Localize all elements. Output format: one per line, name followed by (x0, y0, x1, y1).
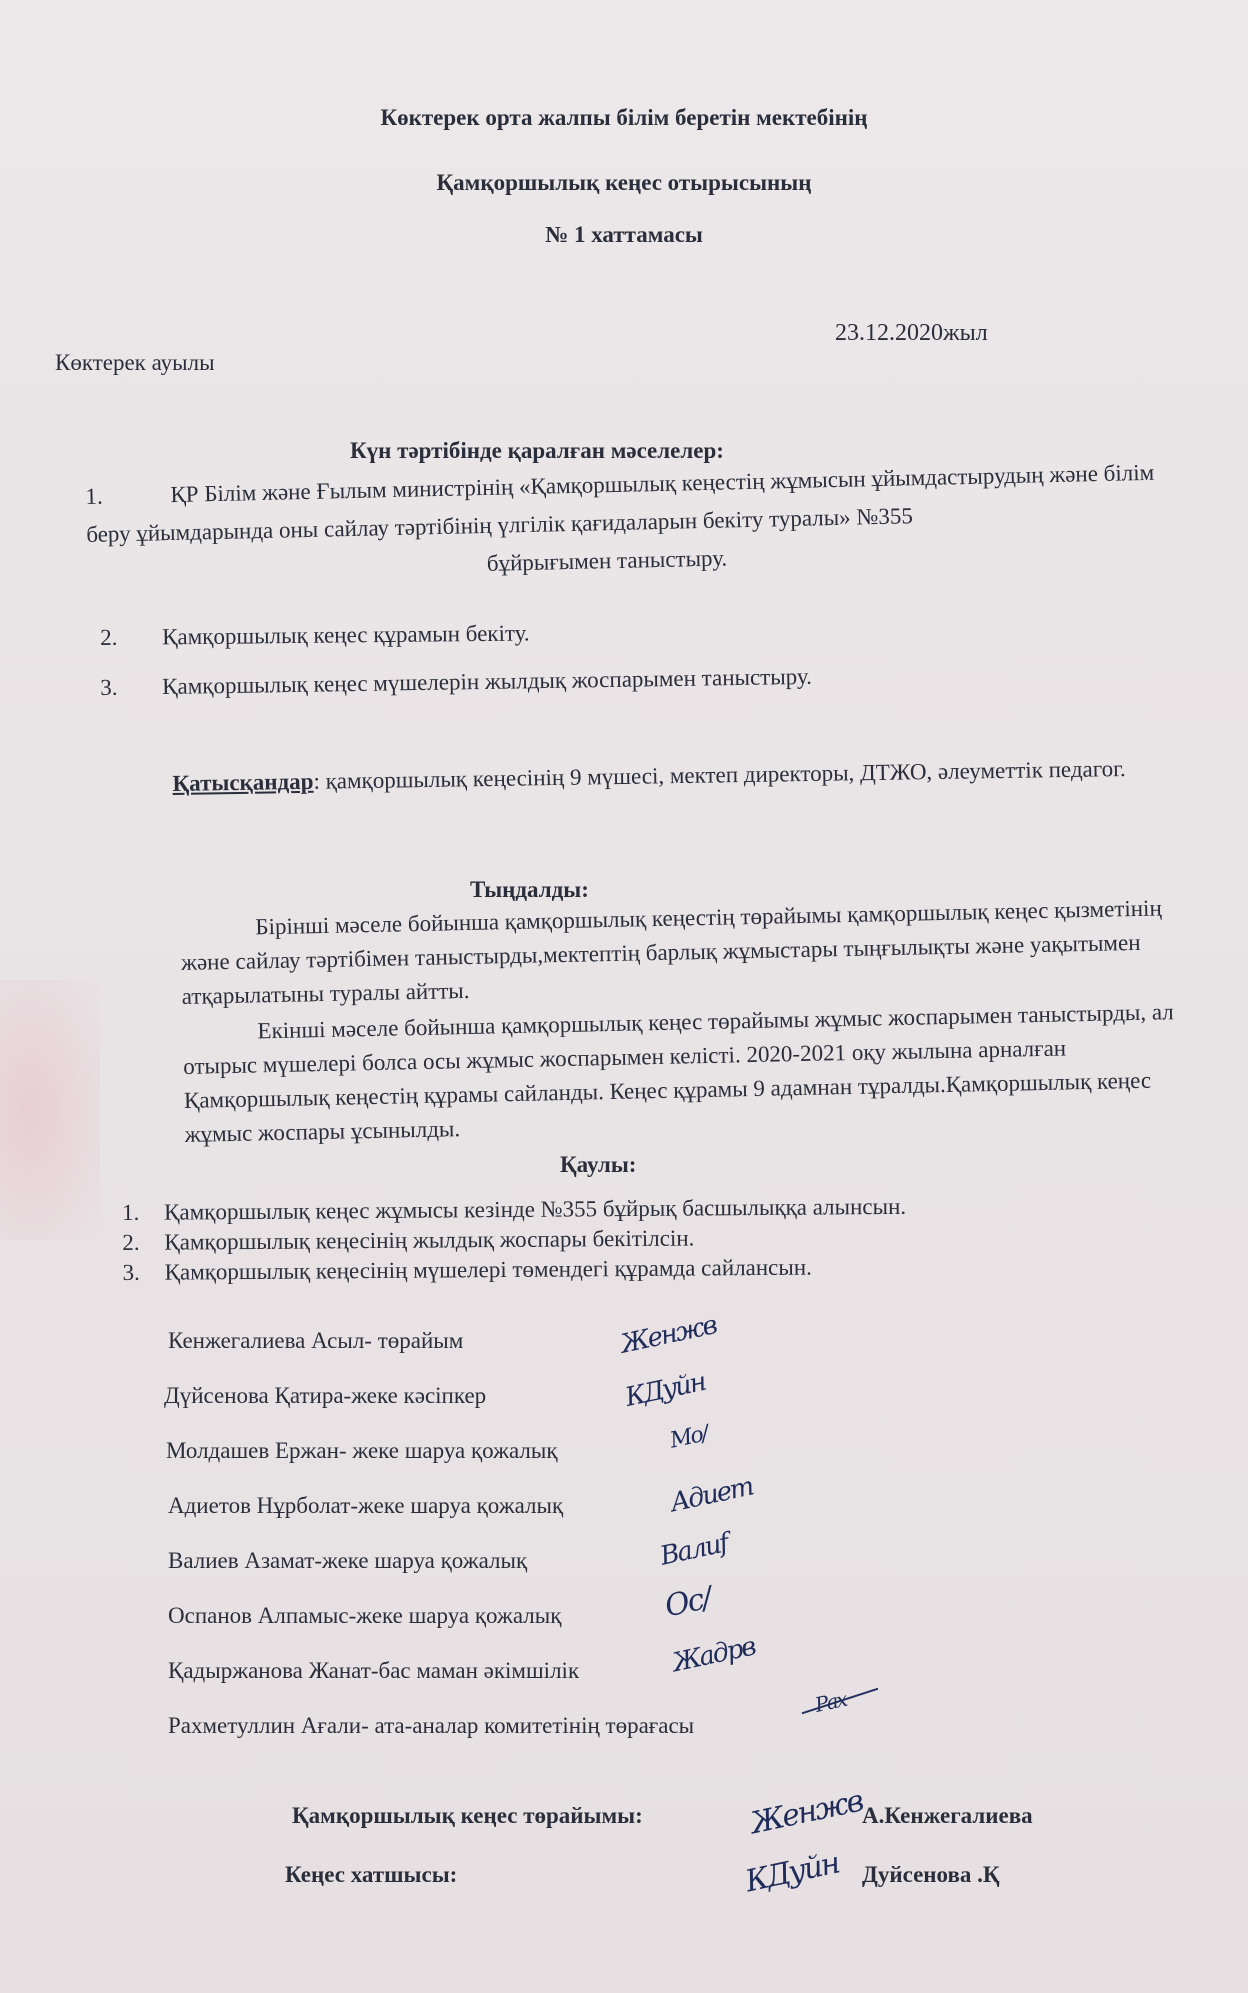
member-signature: Рах (812, 1687, 848, 1717)
decision-item-text: Қамқоршылық кеңес жұмысы кезінде №355 бұйрық басшылыққа алынсын. (164, 1193, 907, 1225)
chair-label: Қамқоршылық кеңес төрайымы: (292, 1803, 643, 1828)
member-row: Оспанов Алпамыс-жеке шаруа қожалық (168, 1603, 562, 1628)
protocol-number: № 1 хаттамасы (545, 222, 703, 247)
agenda-item-number: 2. (100, 624, 118, 650)
chair-signature: Женжв (747, 1783, 866, 1842)
decision-heading: Қаулы: (560, 1152, 637, 1177)
decision-item-text: Қамқоршылық кеңесінің мүшелері төмендегі құрамда сайлансын. (164, 1254, 812, 1285)
member-row: Адиетов Нұрболат-жеке шаруа қожалық (168, 1493, 564, 1518)
secretary-label: Кеңес хатшысы: (285, 1862, 458, 1887)
member-row: Дүйсенова Қатира-жеке кәсіпкер (164, 1383, 487, 1408)
decision-list (122, 1192, 907, 1288)
member-row: Рахметуллин Ағали- ата-аналар комитетінің төрағасы (168, 1713, 695, 1738)
participants-text: : қамқоршылық кеңесінің 9 мүшесі, мектеп директоры, ДТЖО, әлеуметтік педагог. (313, 756, 1126, 794)
heard-paragraph-2: Екінші мәселе бойынша қамқоршылық кеңес төрайымы жұмыс жоспарымен таныстырды, ал отырыс мүшелері болса осы жұмыс жоспарымен келісті. 2020-2021 оқу жылына арналған Қамқоршылық кеңестің құрамы сайланды. Кеңес құрамы 9 адамнан тұралды.Қамқоршылық кеңес жұмыс жоспары ұсынылды. (182, 999, 1174, 1147)
protocol-date: 23.12.2020жыл (835, 320, 988, 346)
member-row: Кенжегалиева Асыл- төрайым (168, 1328, 464, 1353)
paper-stain (0, 980, 100, 1240)
decision-item-number: 3. (122, 1259, 140, 1285)
chair-name: А.Кенжегалиева (862, 1803, 1033, 1828)
member-signature: Женжв (617, 1310, 719, 1360)
agenda-item-number: 3. (100, 674, 118, 700)
heard-section (180, 891, 1185, 1152)
agenda-heading: Күн тәртібінде қаралған мәселелер: (350, 438, 724, 463)
agenda-item-text: ҚР Білім және Ғылым министрінің «Қамқоршылық кеңестің жұмысын ұйымдастырудың және білім беру ұйымдарында оны сайлау тәртібінің үлгілік қағидаларын бекіту туралы» №355 (85, 459, 1155, 547)
agenda-item-number: 1. (85, 483, 103, 509)
member-row: Валиев Азамат-жеке шаруа қожалық (168, 1548, 528, 1573)
agenda-item (85, 453, 1197, 592)
agenda-item-text: Қамқоршылық кеңес мүшелерін жылдық жоспарымен таныстыру. (161, 663, 813, 700)
member-signature: Мо/ (667, 1421, 710, 1454)
heard-paragraph-1: Бірінші мәселе бойынша қамқоршылық кеңестің төрайымы қамқоршылық кеңес қызметінің және сайлау тәртібімен таныстырды,мектептің барлық жұмыстары тыңғылықты және уақытымен атқарылатыны туралы айтты. (180, 895, 1162, 1009)
school-title: Көктерек орта жалпы білім беретін мектебінің (380, 105, 868, 130)
member-row: Молдашев Ержан- жеке шаруа қожалық (166, 1438, 558, 1463)
decision-item (122, 1252, 906, 1288)
member-row: Қадыржанова Жанат-бас маман әкімшілік (168, 1658, 580, 1683)
decision-item-text: Қамқоршылық кеңесінің жылдық жоспары бекітілсін. (164, 1225, 695, 1255)
secretary-name: Дуйсенова .Қ (862, 1862, 1000, 1887)
secretary-signature: КДуйн (742, 1845, 842, 1900)
decision-item-number: 2. (122, 1229, 140, 1255)
participants-label: Қатысқандар (172, 768, 314, 796)
decision-item-number: 1. (122, 1199, 140, 1225)
council-title: Қамқоршылық кеңес отырысының (436, 170, 812, 195)
agenda-item (100, 664, 812, 701)
agenda-item-text-end: бұйрығымен таныстыру. (486, 545, 728, 576)
participants-paragraph (172, 736, 1183, 816)
decision-item (122, 1192, 906, 1228)
heard-heading: Тыңдалды: (470, 877, 589, 902)
protocol-place: Көктерек ауылы (55, 350, 215, 375)
member-signature: Ос/ (661, 1580, 714, 1625)
member-signature: Жадрв (669, 1631, 758, 1679)
member-signature: Валиf (657, 1528, 730, 1572)
member-signature: Адиет (667, 1471, 756, 1519)
member-signature: КДуйн (622, 1366, 708, 1414)
agenda-item (100, 621, 530, 651)
agenda-item-text: Қамқоршылық кеңес құрамын бекіту. (161, 620, 530, 650)
